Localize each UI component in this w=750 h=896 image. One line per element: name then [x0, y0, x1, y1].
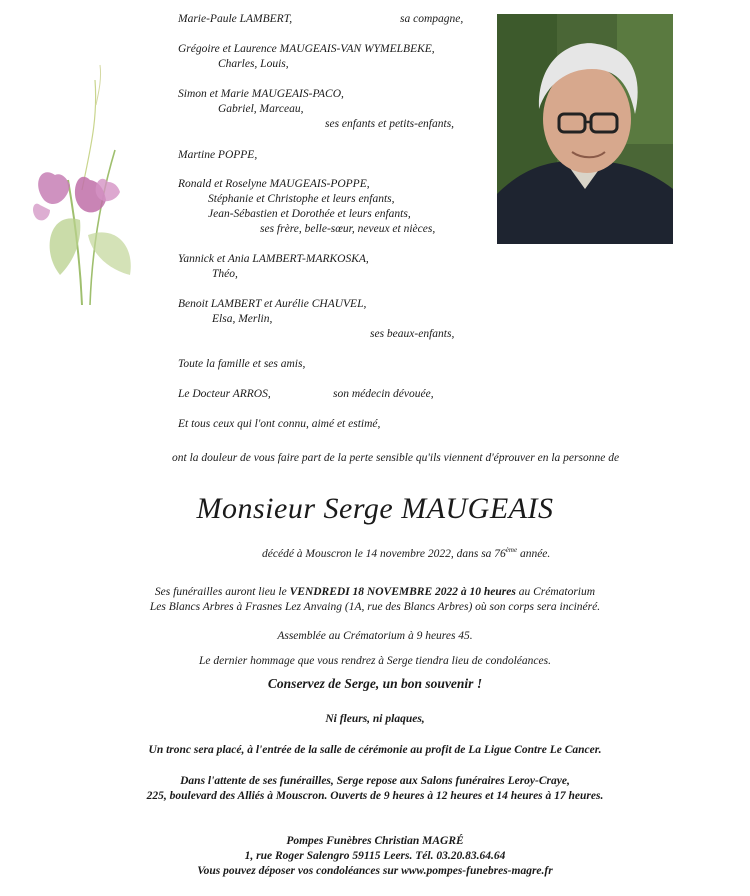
condolences-website[interactable]: Vous pouvez déposer vos condoléances sur www.pompes-funebres-magre.fr — [197, 865, 553, 877]
souvenir-line: Conservez de Serge, un bon souvenir ! — [267, 676, 483, 691]
family-line: Elsa, Merlin, — [212, 313, 273, 325]
tribute-info: Le dernier hommage que vous rendrez à Serge tiendra lieu de condoléances. — [199, 655, 551, 667]
funeral-home-address: 1, rue Roger Salengro 59115 Leers. Tél. 03.20.83.64.64 — [244, 850, 506, 862]
death-details: décédé à Mouscron le 14 novembre 2022, dans sa 76ème année. — [262, 546, 551, 560]
family-line: Benoit LAMBERT et Aurélie CHAUVEL, — [178, 298, 367, 310]
deceased-name: Monsieur Serge MAUGEAIS — [196, 492, 554, 525]
family-line: Marie-Paule LAMBERT, — [178, 13, 293, 25]
family-line: Stéphanie et Christophe et leurs enfants, — [208, 193, 395, 205]
family-relation: ses beaux-enfants, — [370, 328, 455, 340]
family-line: Toute la famille et ses amis, — [178, 358, 306, 370]
calla-lily-illustration — [20, 60, 150, 310]
portrait-photo — [497, 14, 673, 244]
funeral-info: Ses funérailles auront lieu le VENDREDI 18 NOVEMBRE 2022 à 10 heures au Crématorium — [154, 586, 596, 598]
family-line: Yannick et Ania LAMBERT-MARKOSKA, — [178, 253, 369, 265]
family-relation: ses frère, belle-sœur, neveux et nièces, — [260, 223, 436, 235]
rest-hours-line: 225, boulevard des Alliés à Mouscron. Ouverts de 9 heures à 12 heures et 14 heures à 17 heures. — [146, 790, 604, 802]
donation-line: Un tronc sera placé, à l'entrée de la salle de cérémonie au profit de La Ligue Contre Le Cancer. — [148, 744, 602, 756]
rest-line: Dans l'attente de ses funérailles, Serge repose aux Salons funéraires Leroy-Craye, — [180, 775, 570, 787]
family-line: Le Docteur ARROS, — [178, 388, 271, 400]
family-relation: ses enfants et petits-enfants, — [325, 118, 455, 130]
family-line: Simon et Marie MAUGEAIS-PACO, — [178, 88, 344, 100]
family-line: Gabriel, Marceau, — [218, 103, 304, 115]
announcement: ont la douleur de vous faire part de la perte sensible qu'ils viennent d'éprouver en la personne de — [172, 452, 620, 464]
family-line: Ronald et Roselyne MAUGEAIS-POPPE, — [178, 178, 370, 190]
family-line: Et tous ceux qui l'ont connu, aimé et estimé, — [178, 418, 381, 430]
family-line: Charles, Louis, — [218, 58, 289, 70]
no-flowers-line: Ni fleurs, ni plaques, — [325, 713, 425, 725]
family-line: Jean-Sébastien et Dorothée et leurs enfants, — [208, 208, 411, 220]
family-relation: son médecin dévouée, — [333, 388, 434, 400]
family-line: Grégoire et Laurence MAUGEAIS-VAN WYMELBEKE, — [178, 43, 435, 55]
funeral-home-name: Pompes Funèbres Christian MAGRÉ — [286, 835, 464, 847]
assembly-info: Assemblée au Crématorium à 9 heures 45. — [277, 630, 473, 642]
family-line: Martine POPPE, — [178, 149, 258, 161]
family-relation: sa compagne, — [400, 13, 464, 25]
funeral-location: Les Blancs Arbres à Frasnes Lez Anvaing (1A, rue des Blancs Arbres) où son corps sera incinéré. — [149, 601, 601, 613]
family-line: Théo, — [212, 268, 238, 280]
